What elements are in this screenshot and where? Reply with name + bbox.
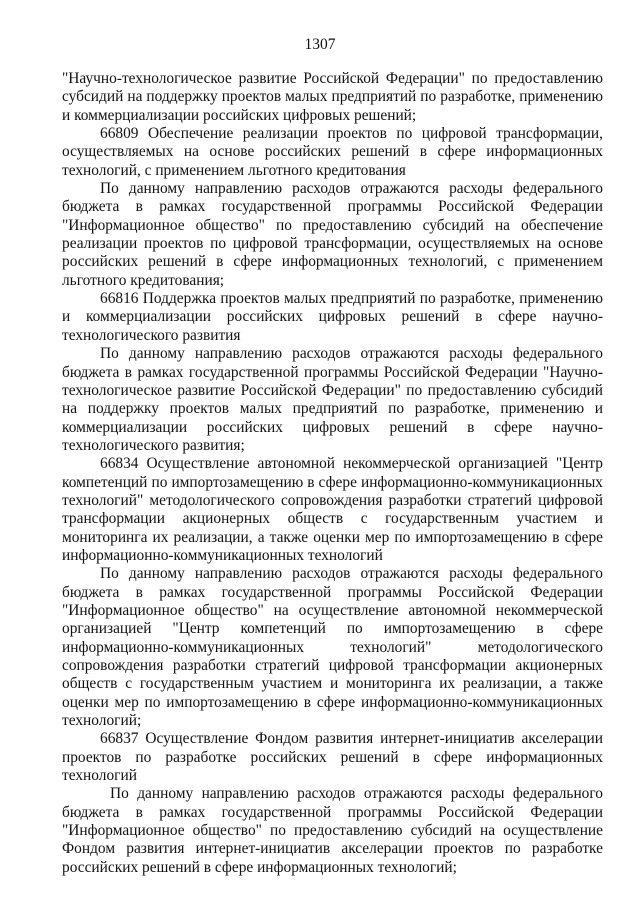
paragraph-code-66816: 66816 Поддержка проектов малых предприятий по разработке, применению и коммерциализации российских цифровых решений в сфере научно-технологического развития <box>62 290 603 344</box>
paragraph-code-66809: 66809 Обеспечение реализации проектов по цифровой трансформации, осуществляемых на основе российских решений в сфере информационных технологий, с применением льготного кредитования <box>62 125 603 179</box>
paragraph-expenses-66816: По данному направлению расходов отражаются расходы федерального бюджета в рамках государственной программы Российской Федерации "Научно-технологическое развитие Российской Федерации" по предоставлению субсидий на поддержку проектов малых предприятий по разработке, применению и коммерциализации российских цифровых решений в сфере научно-технологического развития; <box>62 345 603 454</box>
page-number: 1307 <box>304 36 336 53</box>
document-body <box>62 70 603 877</box>
paragraph-expenses-66837: По данному направлению расходов отражаются расходы федерального бюджета в рамках государственной программы Российской Федерации "Информационное общество" по предоставлению субсидий на осуществление Фондом развития интернет-инициатив акселерации проектов по разработке российских решений в сфере информационных технологий; <box>62 785 603 876</box>
paragraph-code-66834: 66834 Осуществление автономной некоммерческой организацией "Центр компетенций по импортозамещению в сфере информационно-коммуникационных технологий" методологического сопровождения разработки стратегий цифровой трансформации акционерных обществ с государственным участием и мониторинга их реализации, а также оценки мер по импортозамещению в сфере информационно-коммуникационных технологий <box>62 455 603 564</box>
paragraph-code-66837: 66837 Осуществление Фондом развития интернет-инициатив акселерации проектов по разработке российских решений в сфере информационных технологий <box>62 730 603 785</box>
paragraph-expenses-66809: По данному направлению расходов отражаются расходы федерального бюджета в рамках государственной программы Российской Федерации "Информационное общество" по предоставлению субсидий на обеспечение реализации проектов по цифровой трансформации, осуществляемых на основе российских решений в сфере информационных технологий, с применением льготного кредитования; <box>62 180 603 289</box>
paragraph-expenses-66834: По данному направлению расходов отражаются расходы федерального бюджета в рамках государственной программы Российской Федерации "Информационное общество" на осуществление автономной некоммерческой организацией "Центр компетенций по импортозамещению в сфере информационно-коммуникационных технологий" методологического сопровождения разработки стратегий цифровой трансформации акционерных обществ с государственным участием и мониторинга их реализации, а также оценки мер по импортозамещению в сфере информационно-коммуникационных технологий; <box>62 565 603 730</box>
paragraph-continuation: "Научно-технологическое развитие Российской Федерации" по предоставлению субсидий на поддержку проектов малых предприятий по разработке, применению и коммерциализации российских цифровых решений; <box>62 70 603 124</box>
